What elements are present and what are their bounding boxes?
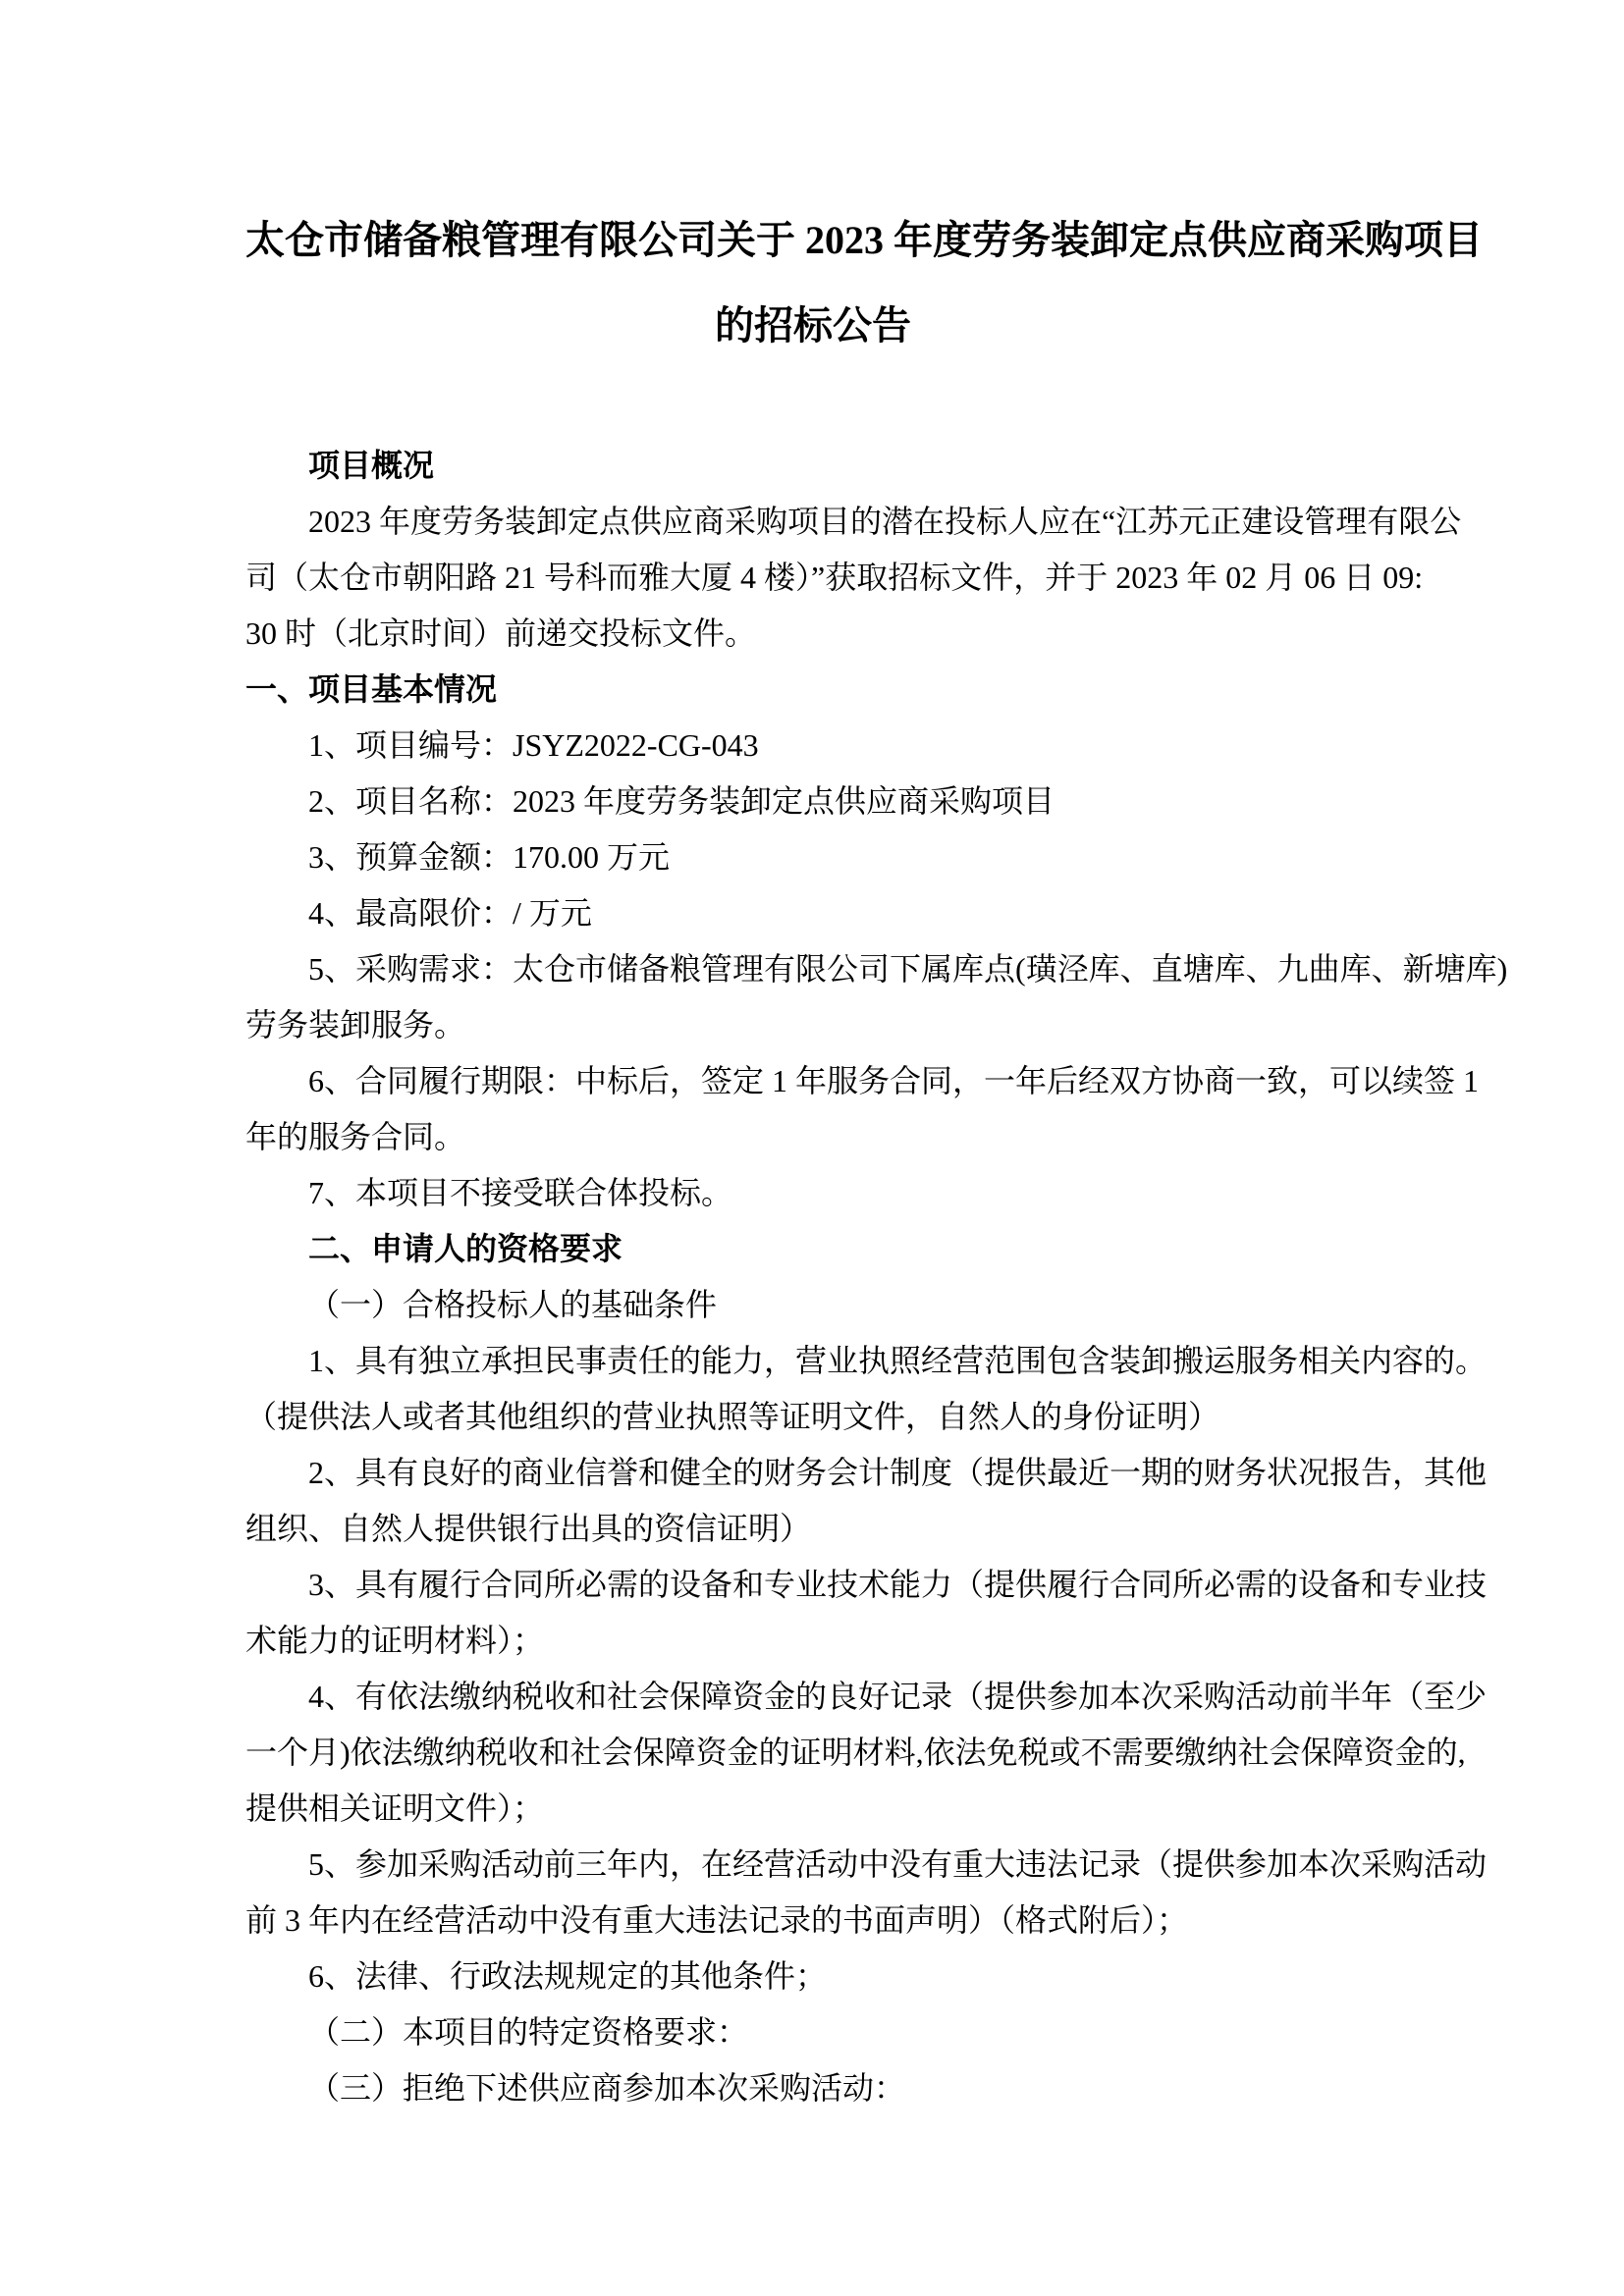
text-line: 提供相关证明文件）； — [245, 1790, 545, 1826]
paragraph — [245, 494, 1462, 662]
text-line: 30 时（北京时间）前递交投标文件。 — [245, 615, 757, 651]
text-line: 4、有依法缴纳税收和社会保障资金的良好记录（提供参加本次采购活动前半年（至少 — [308, 1679, 1488, 1714]
paragraph — [245, 2060, 1380, 2116]
text-line: 前 3 年内在经营活动中没有重大违法记录的书面声明）（格式附后）； — [245, 1902, 1189, 1938]
title-line-2: 的招标公告 — [715, 303, 911, 347]
text-line: 1、具有独立承担民事责任的能力，营业执照经营范围包含装卸搬运服务相关内容的。 — [308, 1343, 1488, 1378]
title-line-1: 太仓市储备粮管理有限公司关于 2023 年度劳务装卸定点供应商采购项目 — [245, 218, 1483, 262]
document-title — [245, 197, 1483, 368]
text-line: （三）拒绝下述供应商参加本次采购活动： — [308, 2070, 906, 2106]
section-heading — [245, 662, 1380, 718]
paragraph — [245, 1949, 1380, 2004]
section-heading — [245, 438, 1380, 494]
text-line: 组织、自然人提供银行出具的资信证明） — [245, 1511, 812, 1546]
text-line: （二）本项目的特定资格要求： — [308, 2014, 749, 2050]
text-line: 司（太仓市朝阳路 21 号科而雅大厦 4 楼）”获取招标文件，并于 2023 年 02 月 06 日 09: — [245, 560, 1424, 595]
paragraph — [245, 1445, 1488, 1557]
paragraph — [245, 1333, 1488, 1445]
text-line: 一个月)依法缴纳税收和社会保障资金的证明材料,依法免税或不需要缴纳社会保障资金的, — [245, 1735, 1466, 1770]
text-line: 一、项目基本情况 — [245, 671, 498, 707]
text-line: 3、预算金额：170.00 万元 — [308, 839, 671, 875]
paragraph — [245, 1557, 1488, 1669]
paragraph — [245, 2004, 1380, 2060]
text-line: 4、最高限价：/ 万元 — [308, 895, 592, 931]
text-line: 3、具有履行合同所必需的设备和专业技术能力（提供履行合同所必需的设备和专业技 — [308, 1567, 1488, 1602]
text-line: 劳务装卸服务。 — [245, 1007, 466, 1042]
paragraph — [245, 1669, 1488, 1837]
text-line: 二、申请人的资格要求 — [308, 1231, 623, 1266]
paragraph — [245, 774, 1380, 829]
text-line: （一）合格投标人的基础条件 — [308, 1287, 718, 1322]
section-heading — [245, 1221, 1380, 1277]
text-line: 项目概况 — [308, 448, 435, 483]
text-line: 6、法律、行政法规规定的其他条件； — [308, 1958, 828, 1994]
paragraph — [245, 718, 1380, 774]
text-line: （提供法人或者其他组织的营业执照等证明文件，自然人的身份证明） — [245, 1399, 1220, 1434]
text-line: 年的服务合同。 — [245, 1119, 466, 1154]
paragraph — [245, 1837, 1488, 1949]
text-line: 5、参加采购活动前三年内，在经营活动中没有重大违法记录（提供参加本次采购活动 — [308, 1846, 1488, 1882]
text-line: 术能力的证明材料）； — [245, 1623, 545, 1658]
text-line: 7、本项目不接受联合体投标。 — [308, 1175, 733, 1210]
text-line: 2023 年度劳务装卸定点供应商采购项目的潜在投标人应在“江苏元正建设管理有限公 — [308, 504, 1462, 539]
paragraph — [245, 829, 1380, 885]
paragraph — [245, 1165, 1380, 1221]
paragraph — [245, 885, 1380, 941]
text-line: 6、合同履行期限：中标后，签定 1 年服务合同，一年后经双方协商一致，可以续签 1 — [308, 1063, 1480, 1098]
text-line: 5、采购需求：太仓市储备粮管理有限公司下属库点(璜泾库、直塘库、九曲库、新塘库) — [308, 951, 1508, 987]
text-line: 2、具有良好的商业信誉和健全的财务会计制度（提供最近一期的财务状况报告，其他 — [308, 1455, 1488, 1490]
paragraph — [245, 1053, 1480, 1165]
text-line: 2、项目名称：2023 年度劳务装卸定点供应商采购项目 — [308, 783, 1056, 819]
paragraph — [245, 1277, 1380, 1333]
text-line: 1、项目编号：JSYZ2022-CG-043 — [308, 727, 759, 763]
paragraph — [245, 941, 1508, 1053]
document-body — [245, 438, 1508, 2116]
